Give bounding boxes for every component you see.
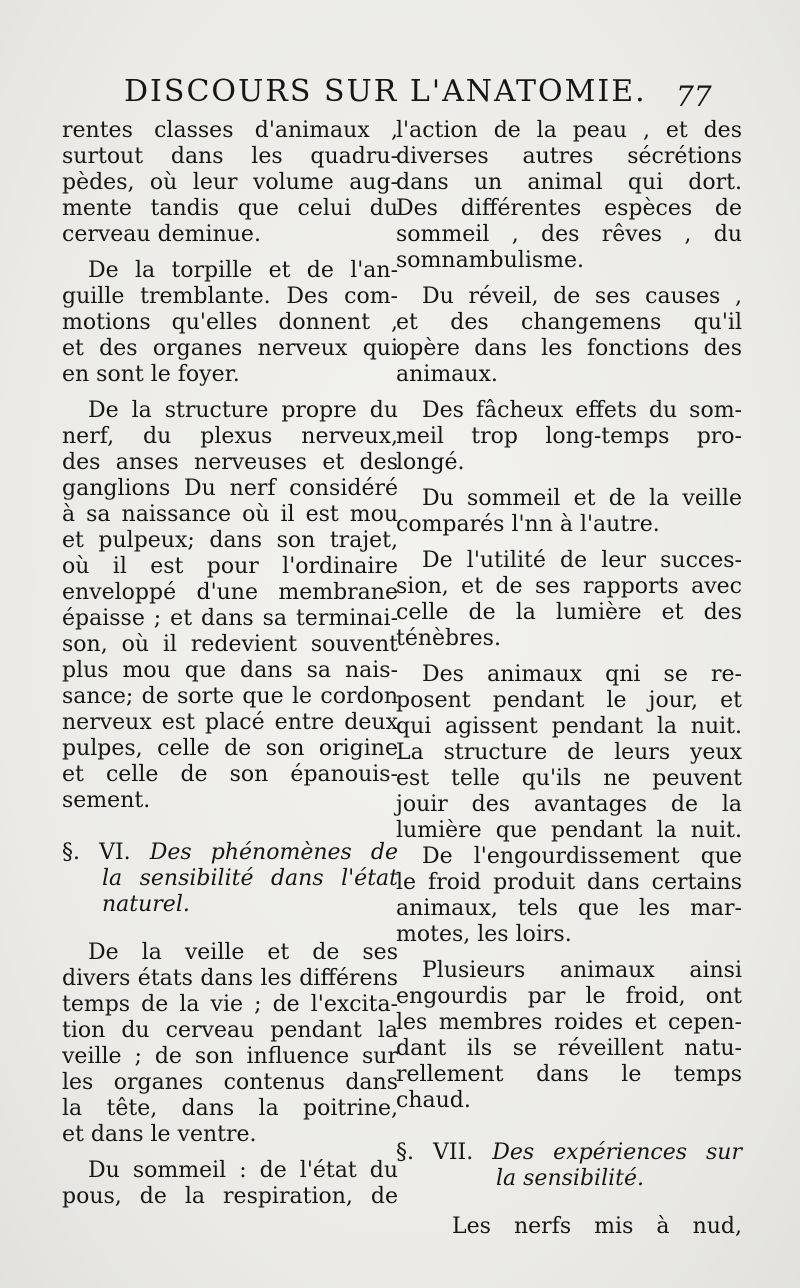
text-line: Des fâcheux effets du som- — [422, 398, 742, 423]
text-line: dant ils se réveillent natu- — [396, 1036, 742, 1061]
text-line: De la veille et de ses — [88, 940, 398, 965]
text-line: ténèbres. — [396, 626, 501, 651]
text-line: le froid produit dans certains — [396, 870, 742, 895]
text-line: épaisse ; et dans sa terminai- — [62, 606, 398, 631]
text-line: De l'engourdissement que — [422, 844, 742, 869]
text-line: veille ; de son influence sur — [62, 1044, 398, 1069]
text-line: La structure de leurs yeux — [396, 740, 742, 765]
left-text-column — [62, 118, 398, 1210]
text-line: De l'utilité de leur succes- — [422, 548, 742, 573]
text-line: engourdis par le froid, ont — [396, 984, 742, 1009]
section-title: Des expériences sur — [473, 1140, 742, 1165]
text-line: Du sommeil : de l'état du — [88, 1158, 398, 1183]
section-number: §. VI. — [62, 840, 131, 865]
section-title: Des phénomènes de — [130, 840, 399, 865]
text-line: naturel. — [102, 892, 190, 917]
text-line: en sont le foyer. — [62, 362, 240, 387]
text-line: diverses autres sécrétions — [396, 144, 742, 169]
text-line: pèdes, où leur volume aug- — [62, 170, 398, 195]
text-line: somnambulisme. — [396, 248, 585, 273]
text-line: ganglions Du nerf considéré — [62, 476, 398, 501]
text-line: des anses nerveuses et des — [62, 450, 398, 475]
text-line: nerf, du plexus nerveux, — [62, 424, 398, 449]
text-line: pous, de la respiration, de — [62, 1184, 398, 1209]
text-line: qui agissent pendant la nuit. — [396, 714, 742, 739]
text-line: sion, et de ses rapports avec — [396, 574, 742, 599]
page-number: 77 — [676, 80, 712, 113]
text-line: son, où il redevient souvent — [62, 632, 398, 657]
running-title: DISCOURS SUR L'ANATOMIE. — [124, 74, 647, 109]
text-line: De la structure propre du — [88, 398, 398, 423]
text-line: la sensibilité dans l'état — [102, 866, 398, 891]
text-line: à sa naissance où il est mou — [62, 502, 398, 527]
text-line: guille tremblante. Des com- — [62, 284, 398, 309]
text-line: longé. — [396, 450, 465, 475]
text-line: où il est pour l'ordinaire — [62, 554, 398, 579]
text-line — [62, 840, 398, 866]
text-line — [396, 1140, 742, 1166]
text-line: lumière que pendant la nuit. — [396, 818, 742, 843]
text-line: tion du cerveau pendant la — [62, 1018, 398, 1043]
text-line: enveloppé d'une membrane — [62, 580, 398, 605]
text-line: surtout dans les quadru- — [62, 144, 398, 169]
text-line: comparés l'nn à l'autre. — [396, 512, 660, 537]
text-line: mente tandis que celui du — [62, 196, 398, 221]
text-line: la sensibilité. — [496, 1166, 644, 1191]
text-line: rellement dans le temps — [396, 1062, 742, 1087]
text-line: plus mou que dans sa nais- — [62, 658, 398, 683]
text-line: la tête, dans la poitrine, — [62, 1096, 398, 1121]
text-line: Des différentes espèces de — [396, 196, 742, 221]
text-line: posent pendant le jour, et — [396, 688, 742, 713]
text-line: De la torpille et de l'an- — [88, 258, 398, 283]
text-line: meil trop long-temps pro- — [396, 424, 742, 449]
text-line: Plusieurs animaux ainsi — [422, 958, 742, 983]
text-line: les organes contenus dans — [62, 1070, 398, 1095]
text-line: animaux. — [396, 362, 498, 387]
text-line: opère dans les fonctions des — [396, 336, 742, 361]
text-line: Du sommeil et de la veille — [422, 486, 742, 511]
text-line: et celle de son épanouis- — [62, 762, 398, 787]
right-text-column — [396, 118, 742, 1240]
text-line: Du réveil, de ses causes , — [422, 284, 742, 309]
text-line: et des changemens qu'il — [396, 310, 742, 335]
text-line: et dans le ventre. — [62, 1122, 257, 1147]
text-line: sance; de sorte que le cordon — [62, 684, 398, 709]
text-line: cerveau deminue. — [62, 222, 261, 247]
text-line: motions qu'elles donnent , — [62, 310, 398, 335]
text-line: Des animaux qni se re- — [422, 662, 742, 687]
text-line: les membres roides et cepen- — [396, 1010, 742, 1035]
page-header — [0, 74, 800, 114]
text-line: dans un animal qui dort. — [396, 170, 742, 195]
text-line: pulpes, celle de son origine — [62, 736, 398, 761]
text-line: sement. — [62, 788, 151, 813]
text-line: nerveux est placé entre deux — [62, 710, 398, 735]
text-line: et pulpeux; dans son trajet, — [62, 528, 398, 553]
text-line: jouir des avantages de la — [396, 792, 742, 817]
section-number: §. VII. — [396, 1140, 474, 1165]
text-line: animaux, tels que les mar- — [396, 896, 742, 921]
text-line: l'action de la peau , et des — [396, 118, 742, 143]
text-line: sommeil , des rêves , du — [396, 222, 742, 247]
text-line: divers états dans les différens — [62, 966, 398, 991]
text-line: celle de la lumière et des — [396, 600, 742, 625]
text-line: chaud. — [396, 1088, 471, 1113]
text-line: motes, les loirs. — [396, 922, 572, 947]
text-line: et des organes nerveux qui — [62, 336, 398, 361]
text-line: Les nerfs mis à nud, — [452, 1214, 742, 1239]
text-line: est telle qu'ils ne peuvent — [396, 766, 742, 791]
text-line: rentes classes d'animaux , — [62, 118, 398, 143]
text-line: temps de la vie ; de l'excita- — [62, 992, 398, 1017]
